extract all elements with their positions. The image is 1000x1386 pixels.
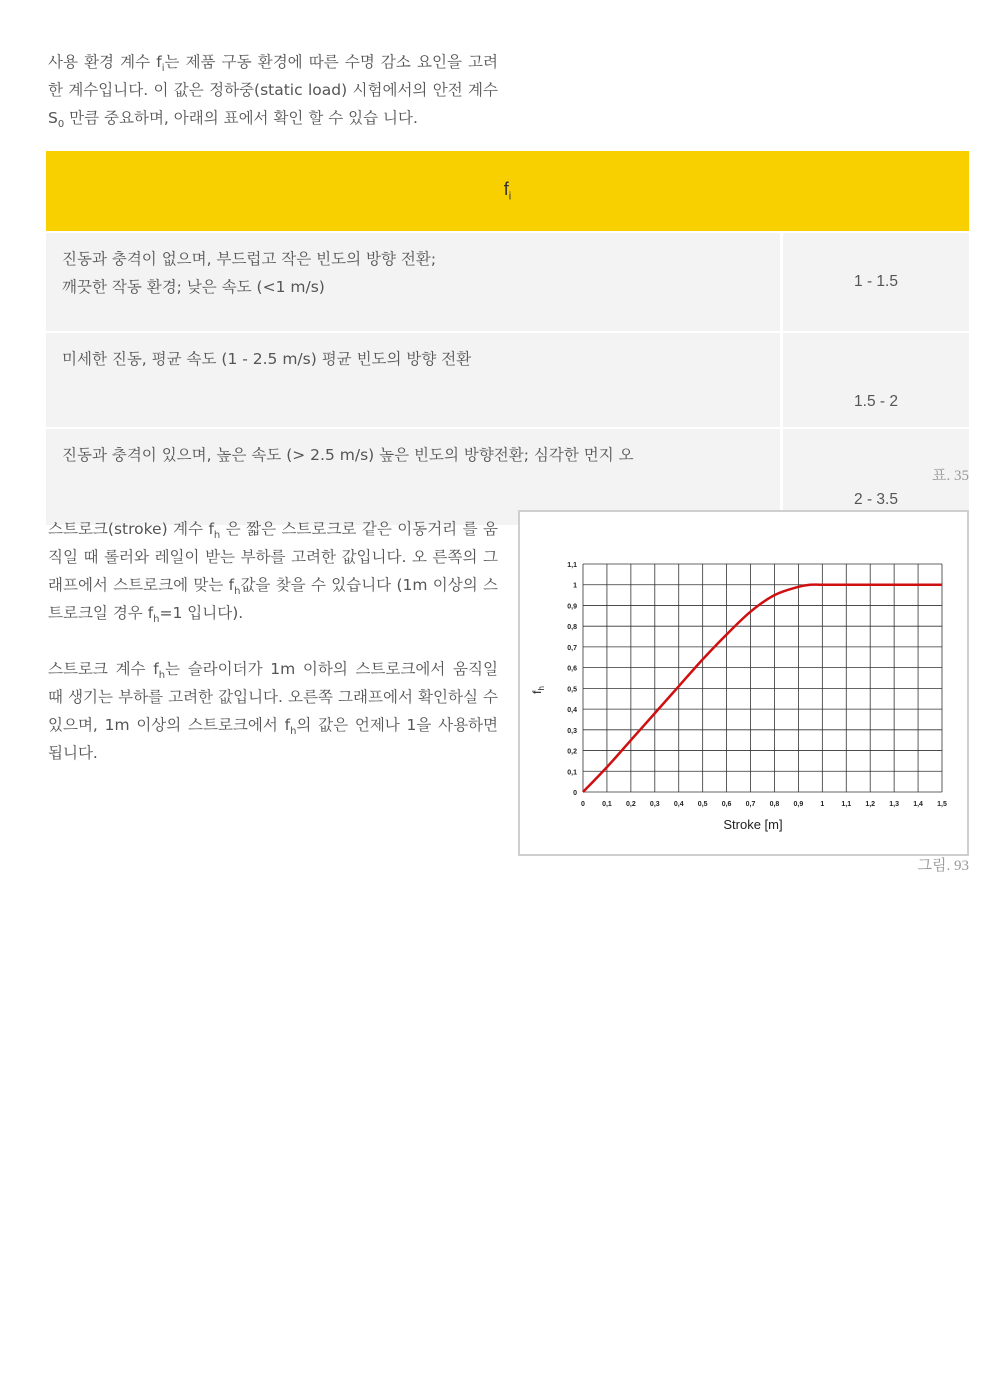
row-text-line: 진동과 충격이 있으며, 높은 속도 (> 2.5 m/s) 높은 빈도의 방향전환; 심각한 먼지 오 xyxy=(62,446,634,464)
row-text-line: 진동과 충격이 없으며, 부드럽고 작은 빈도의 방향 전환; xyxy=(62,250,437,268)
chart-x-tick-label: 1 xyxy=(820,801,825,808)
chart-x-tick-label: 1,5 xyxy=(937,801,947,808)
table-header xyxy=(46,151,969,231)
chart-x-tick-label: 1,2 xyxy=(865,801,876,808)
stroke-text: 스트로크(stroke) 계수 f xyxy=(48,520,214,538)
figure-caption: 그림. 93 xyxy=(917,858,969,874)
chart-x-tick-label: 1,1 xyxy=(841,801,852,808)
chart-x-tick-label: 0,2 xyxy=(625,801,636,808)
chart-x-tick-label: 0,7 xyxy=(745,801,756,808)
chart-x-axis-label: Stroke [m] xyxy=(723,817,783,832)
table-header-label: f xyxy=(503,179,509,200)
table-cell-value: 2 - 3.5 xyxy=(783,427,969,525)
stroke-text: 스트로크 계수 f xyxy=(48,660,159,678)
stroke-sub: h xyxy=(153,614,160,625)
stroke-sub: h xyxy=(290,726,297,737)
chart-x-tick-label: 0,9 xyxy=(793,801,804,808)
row-text-line: 미세한 진동, 평균 속도 (1 - 2.5 m/s) 평균 빈도의 방향 전환 xyxy=(62,350,472,368)
chart-y-tick-label: 0,7 xyxy=(567,644,577,652)
chart-x-tick-label: 0,3 xyxy=(649,801,660,808)
stroke-factor-chart xyxy=(518,510,969,856)
chart-y-tick-label: 0,9 xyxy=(567,603,577,611)
stroke-text: 값을 찾을 수 있습니다 (1m 이상의 스트로크일 경우 f xyxy=(48,576,498,622)
chart-y-axis-label xyxy=(530,686,546,694)
stroke-text: 의 값은 언제나 1을 사용하면 됩니다. xyxy=(48,716,498,762)
table-cell-value: 1 - 1.5 xyxy=(783,231,969,331)
chart-y-tick-label: 1 xyxy=(573,582,577,590)
row-text-line: 깨끗한 작동 환경; 낮은 속도 (<1 m/s) xyxy=(62,278,325,296)
table-cell-description xyxy=(46,231,783,331)
chart-x-tick-label: 0,1 xyxy=(602,801,612,808)
chart-x-tick-label: 0,4 xyxy=(673,801,684,808)
table-row xyxy=(46,231,969,331)
chart-y-tick-label: 0,8 xyxy=(567,624,577,632)
usage-factor-table xyxy=(46,151,969,525)
intro-text-1: 사용 환경 계수 f xyxy=(48,53,162,71)
stroke-sub: h xyxy=(213,530,221,541)
intro-paragraph xyxy=(48,48,498,132)
stroke-sub: h xyxy=(158,670,166,681)
chart-y-label-main: f xyxy=(530,690,544,694)
intro-text-3: 만큼 중요하며, 아래의 표에서 확인 할 수 있습 니다. xyxy=(64,109,418,127)
chart-y-tick-label: 0,5 xyxy=(567,686,577,694)
chart-x-tick-label: 0 xyxy=(581,801,585,808)
stroke-sub: h xyxy=(234,586,241,597)
chart-grid xyxy=(583,564,942,792)
table-row xyxy=(46,331,969,427)
table-cell-value: 1.5 - 2 xyxy=(783,331,969,427)
table-cell-description xyxy=(46,331,783,427)
chart-y-tick-label: 0 xyxy=(573,790,577,797)
chart-y-label-sub: h xyxy=(537,686,546,691)
chart-y-tick-label: 0,4 xyxy=(567,707,577,715)
chart-x-tick-label: 0,6 xyxy=(721,801,732,808)
stroke-paragraph-1 xyxy=(48,515,498,627)
chart-y-tick-label: 0,2 xyxy=(567,748,577,756)
chart-y-tick-label: 0,3 xyxy=(567,727,577,735)
intro-sub-1: i xyxy=(161,63,165,74)
stroke-paragraph-2 xyxy=(48,655,498,767)
intro-sub-2: 0 xyxy=(57,119,65,130)
stroke-text: 는 슬라이더가 1m 이하의 스트로크에서 움직일 때 생기는 부하를 고려한 값입니다. 오른쪽 그래프에서 확인하실 수 있으며, 1m 이상의 스트로크에서 f xyxy=(48,660,498,734)
table-header-sub: i xyxy=(508,190,512,203)
table-caption: 표. 35 xyxy=(932,468,969,484)
chart-y-tick-label: 1,1 xyxy=(567,562,577,569)
chart-y-tick-label: 0,6 xyxy=(567,665,577,673)
chart-x-tick-label: 0,5 xyxy=(697,801,708,808)
chart-x-tick-label: 0,8 xyxy=(769,801,780,808)
intro-text-2: 는 제품 구동 환경에 따른 수명 감소 요인을 고려한 계수입니다. 이 값은 정하중(static load) 시험에서의 안전 계수 S xyxy=(48,53,498,127)
svg-text:fh xyxy=(530,686,546,694)
stroke-text: 은 짧은 스트로크로 같은 이동거리 를 움직일 때 롤러와 레일이 받는 부하를 고려한 값입니다. 오 른쪽의 그래프에서 스트로크에 맞는 f xyxy=(48,520,498,594)
chart-y-tick-label: 0,1 xyxy=(567,769,577,777)
chart-x-tick-label: 1,3 xyxy=(889,801,900,808)
stroke-text: =1 입니다). xyxy=(159,604,244,622)
chart-svg xyxy=(520,512,967,854)
chart-x-tick-label: 1,4 xyxy=(913,801,923,808)
